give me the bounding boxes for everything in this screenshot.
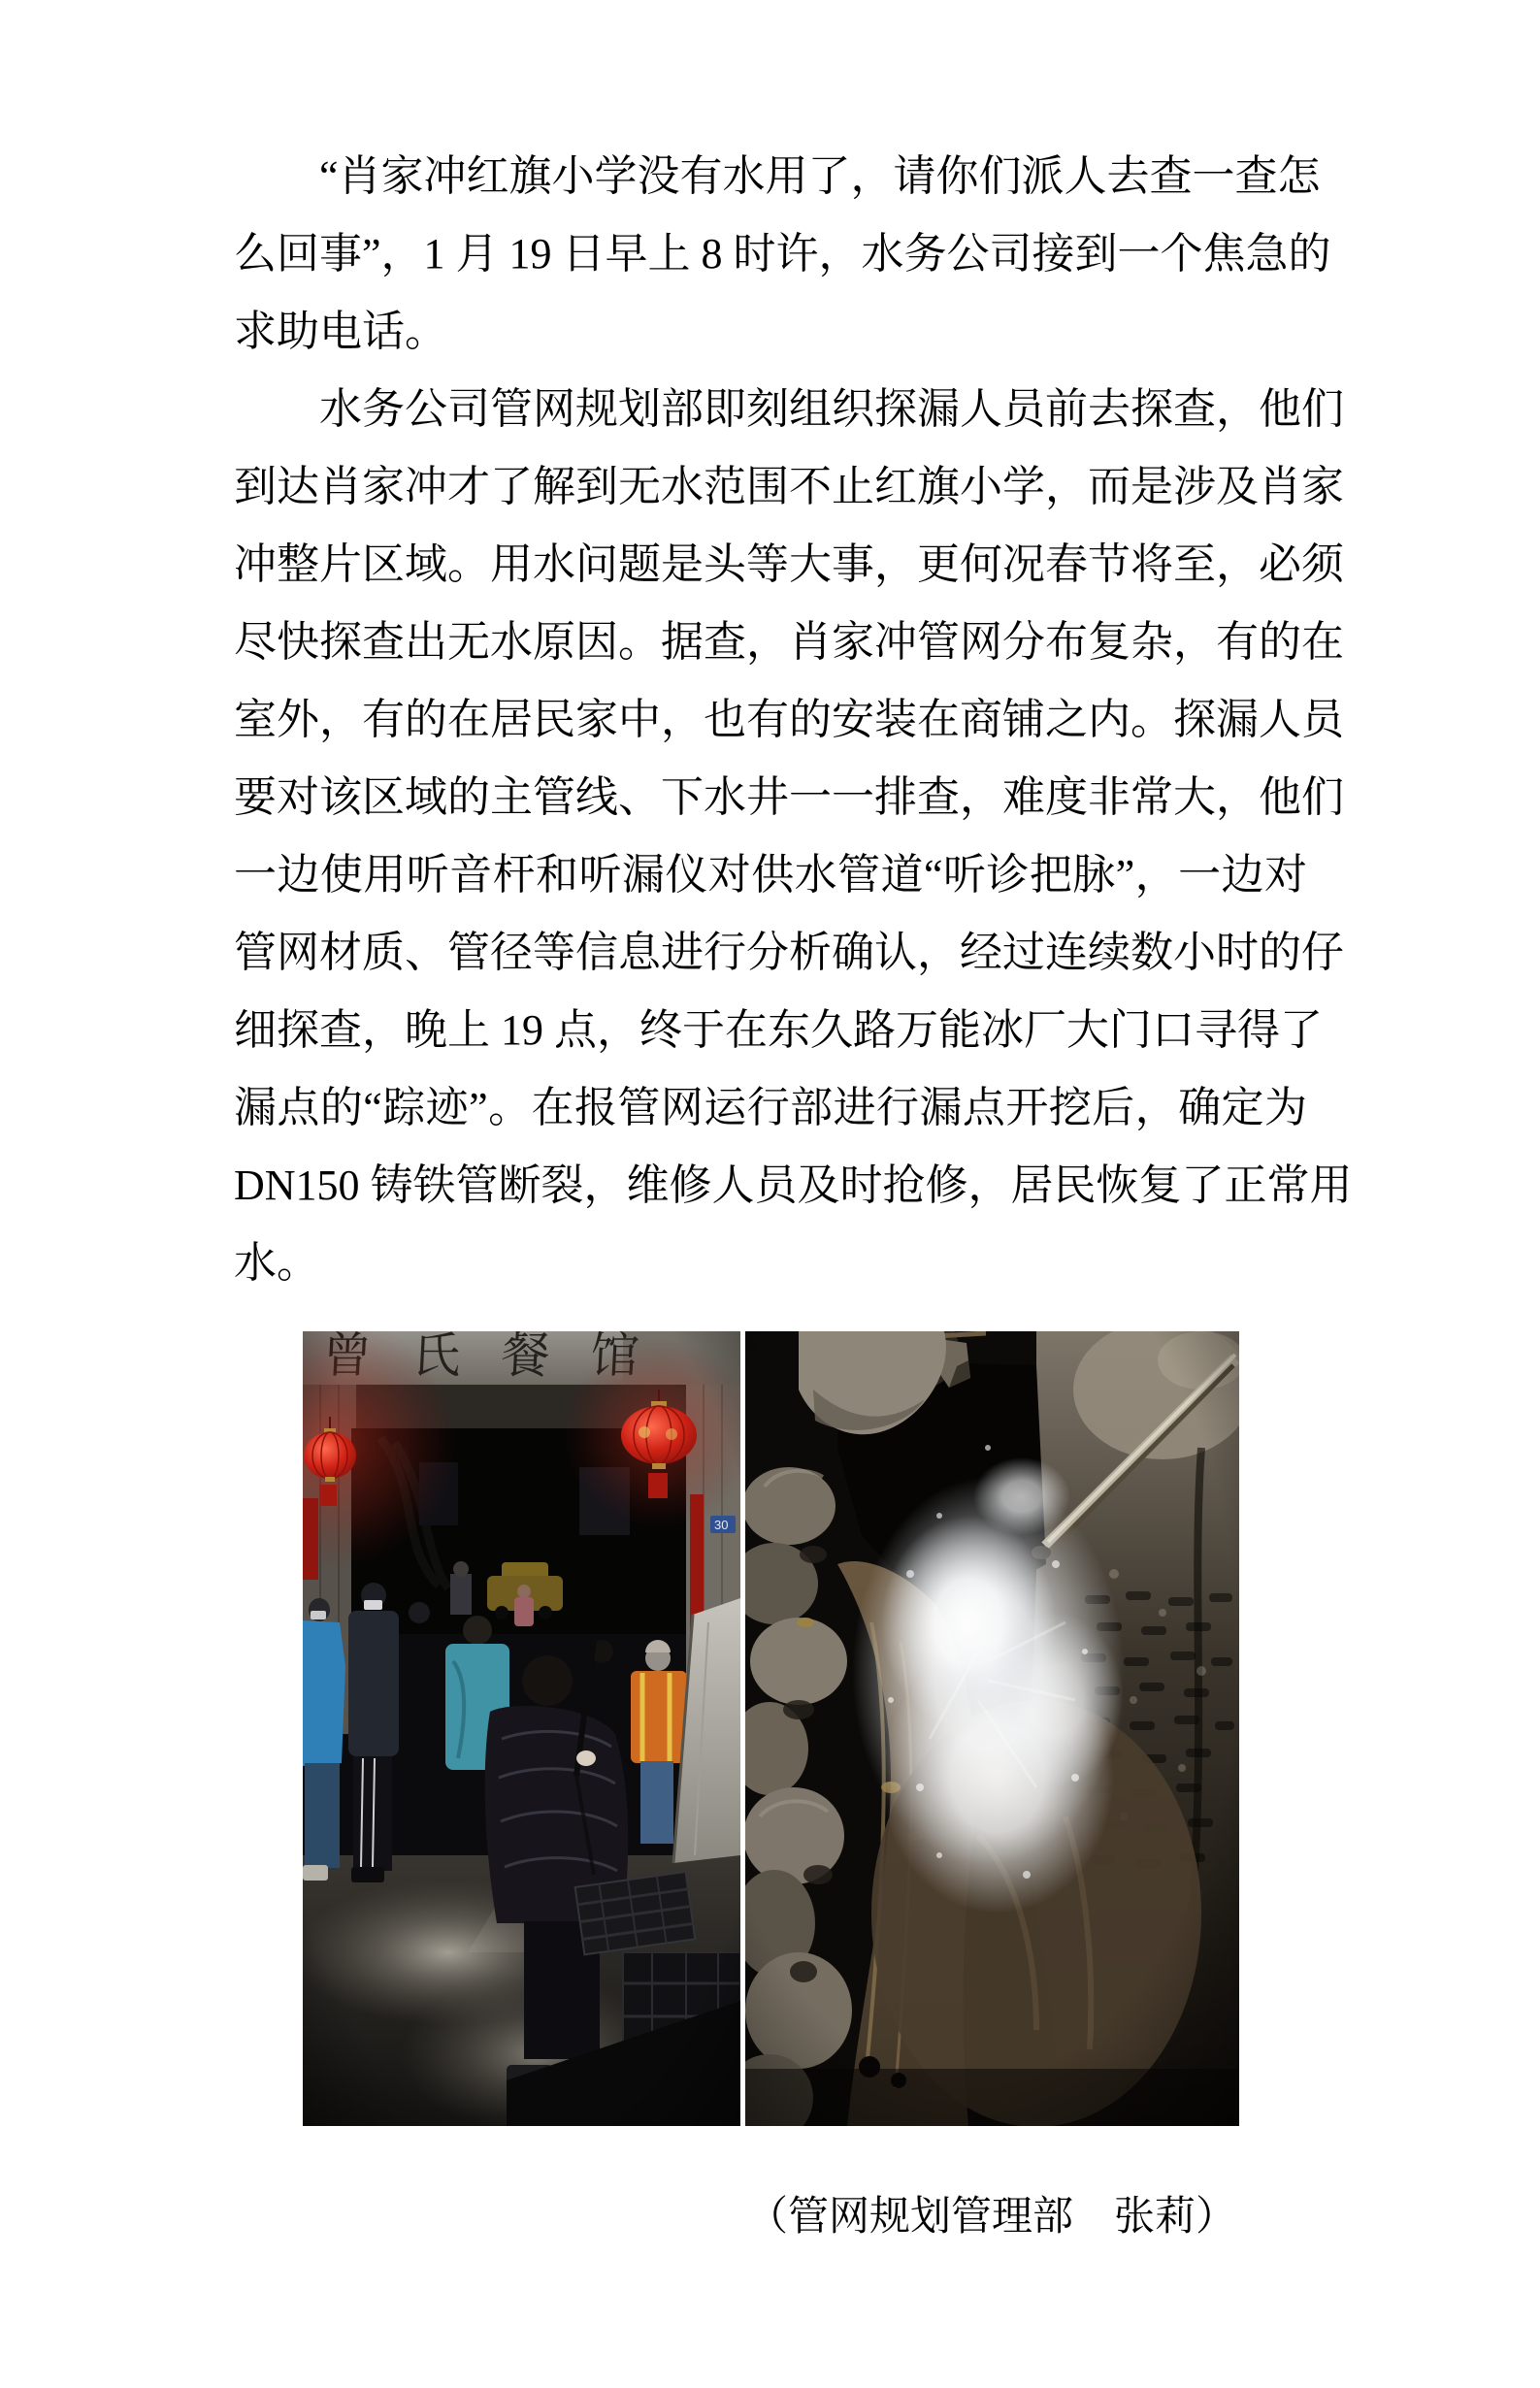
body-line: 室外，有的在居民家中，也有的安装在商铺之内。探漏人员 <box>234 696 1344 743</box>
body-line: 要对该区域的主管线、下水井一一排查，难度非常大，他们 <box>234 773 1344 821</box>
body-line: 么回事”，1 月 19 日早上 8 时许，水务公司接到一个焦急的 <box>234 230 1331 278</box>
body-line: “肖家冲红旗小学没有水用了，请你们派人去查一查怎 <box>319 152 1321 200</box>
night-street-inspection-photo <box>303 1331 740 2126</box>
article-body <box>234 138 1353 1302</box>
photo-strip <box>303 1331 1239 2126</box>
body-line: 细探查，晚上 19 点，终于在东久路万能冰厂大门口寻得了 <box>234 1006 1323 1054</box>
body-line: 尽快探查出无水原因。据查，肖家冲管网分布复杂，有的在 <box>234 618 1344 666</box>
body-line: 漏点的“踪迹”。在报管网运行部进行漏点开挖后，确定为 <box>234 1084 1307 1131</box>
body-line: 求助电话。 <box>234 308 447 355</box>
vignette <box>303 1331 740 2126</box>
body-line: 冲整片区域。用水问题是头等大事，更何况春节将至，必须 <box>234 540 1344 588</box>
body-line: 水务公司管网规划部即刻组织探漏人员前去探查，他们 <box>319 385 1344 433</box>
body-line: 到达肖家冲才了解到无水范围不止红旗小学，而是涉及肖家 <box>234 463 1344 510</box>
vignette <box>745 1331 1239 2126</box>
body-line: 水。 <box>234 1239 319 1287</box>
body-line: 一边使用听音杆和听漏仪对供水管道“听诊把脉”，一边对 <box>234 851 1307 899</box>
body-line: DN150 铸铁管断裂，维修人员及时抢修，居民恢复了正常用 <box>234 1161 1353 1209</box>
article-signature: （管网规划管理部 张莉） <box>747 2195 1237 2240</box>
body-line: 管网材质、管径等信息进行分析确认，经过连续数小时的仔 <box>234 929 1344 976</box>
trench-leak-photo <box>745 1331 1239 2126</box>
